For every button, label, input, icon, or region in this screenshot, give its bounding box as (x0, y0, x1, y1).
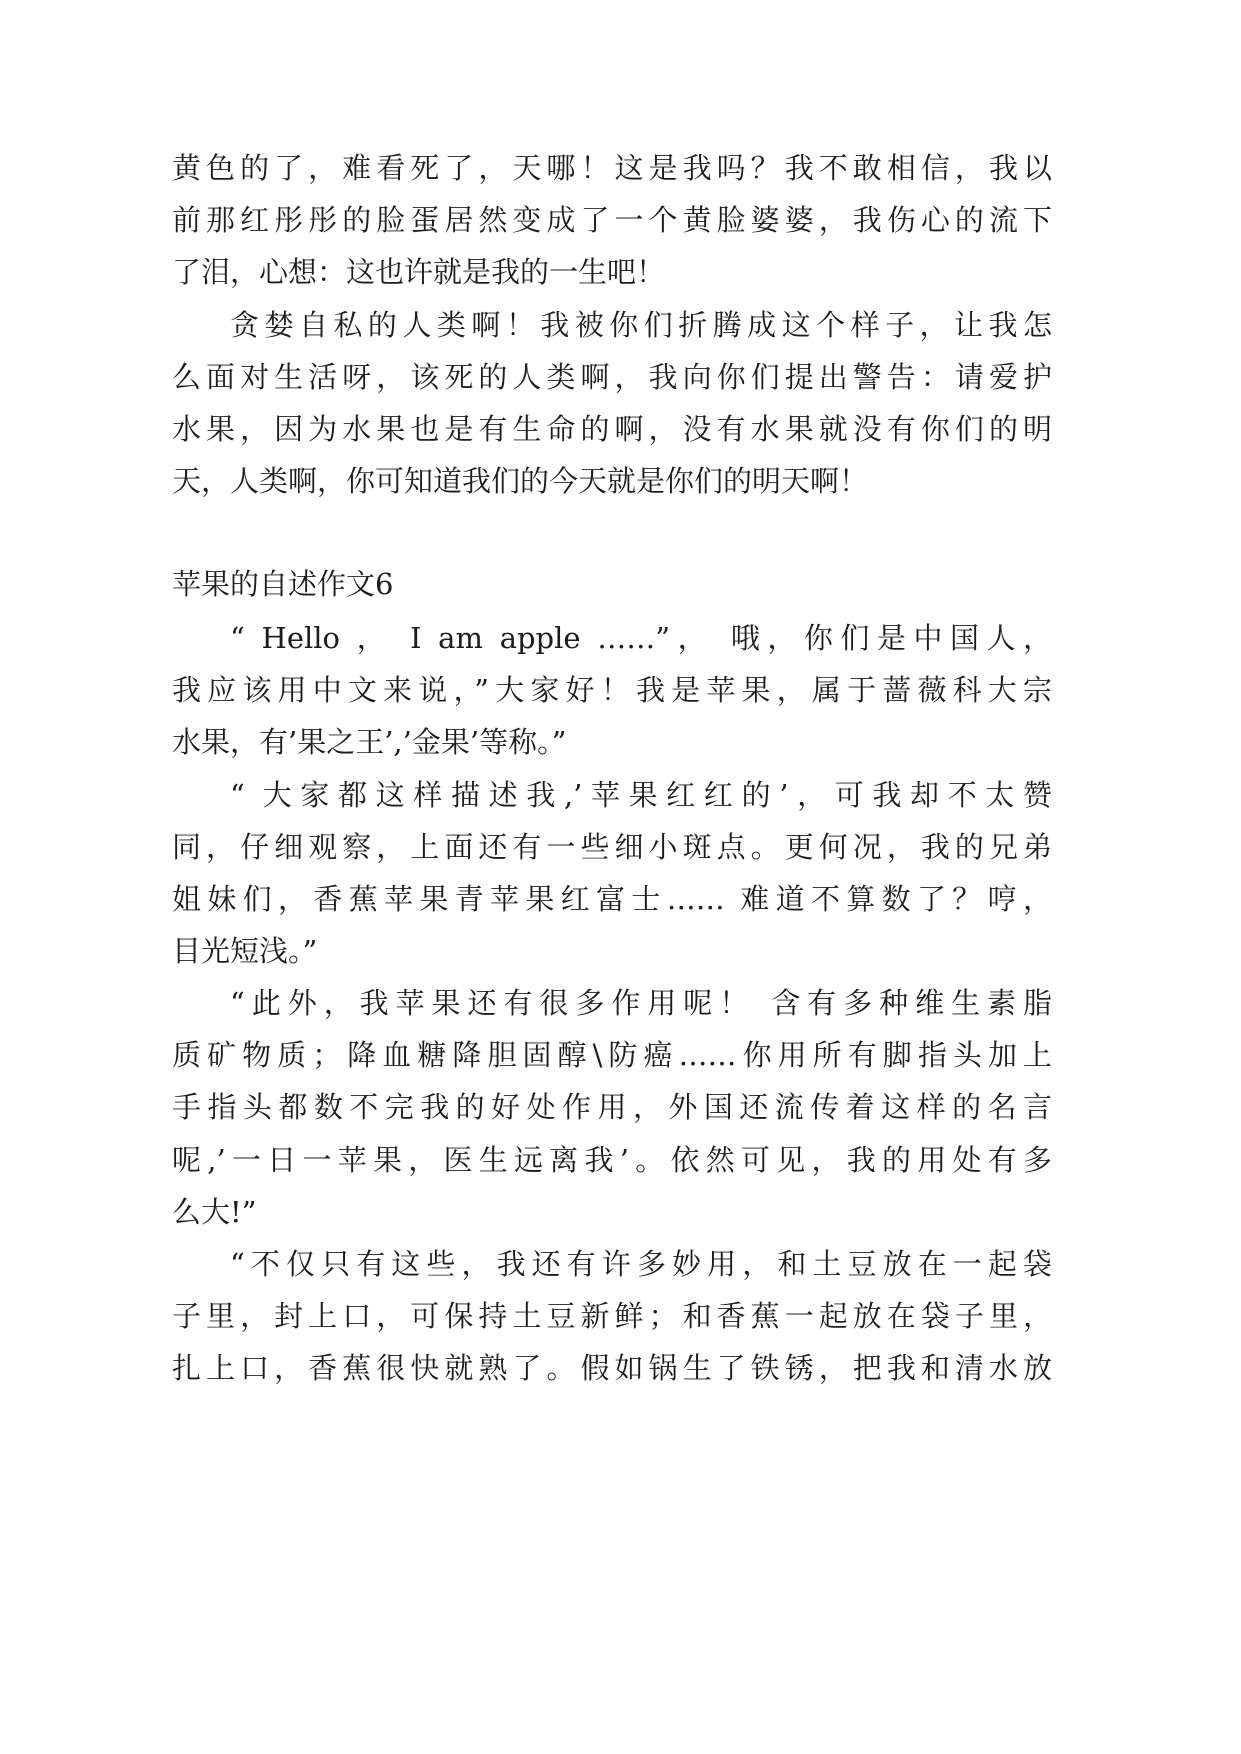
text-line: 贪婪自私的人类啊！我被你们折腾成这个样子，让我怎 (230, 308, 1052, 342)
text-line: 质矿物质；降血糖降胆固醇\防癌……你用所有脚指头加上 (172, 1038, 1052, 1072)
text-line: “ 大家都这样描述我,’苹果红红的’，可我却不太赞 (230, 778, 1052, 812)
text-line: 子里，封上口，可保持土豆新鲜；和香蕉一起放在袋子里， (172, 1299, 1052, 1333)
text-line: 姐妹们，香蕉苹果青苹果红富士…… 难道不算数了？哼， (172, 882, 1052, 916)
text-line: 目光短浅。” (172, 934, 318, 968)
text-line: 前那红彤彤的脸蛋居然变成了一个黄脸婆婆，我伤心的流下 (172, 203, 1052, 237)
text-line: 同，仔细观察，上面还有一些细小斑点。更何况，我的兄弟 (172, 830, 1052, 864)
text-line: 手指头都数不完我的好处作用，外国还流传着这样的名言 (172, 1090, 1052, 1124)
text-line: 水果，有’果之王’,’金果’等称。” (172, 725, 567, 759)
text-line: 天，人类啊，你可知道我们的今天就是你们的明天啊！ (172, 464, 869, 498)
text-line: “此外，我苹果还有很多作用呢！ 含有多种维生素脂 (230, 986, 1052, 1020)
text-line: “不仅只有这些，我还有许多妙用，和土豆放在一起袋 (230, 1247, 1052, 1281)
text-line: 呢,’一日一苹果，医生远离我’。依然可见，我的用处有多 (172, 1143, 1052, 1177)
text-line: “ Hello ， I am apple ……”， 哦，你们是中国人， (230, 621, 1052, 655)
section-title: 苹果的自述作文6 (172, 567, 394, 601)
text-line: 么大!” (172, 1195, 257, 1229)
text-line: 扎上口，香蕉很快就熟了。假如锅生了铁锈，把我和清水放 (172, 1351, 1052, 1385)
text-line: 了泪，心想：这也许就是我的一生吧！ (172, 255, 666, 289)
text-line: 水果，因为水果也是有生命的啊，没有水果就没有你们的明 (172, 412, 1052, 446)
text-line: 么面对生活呀，该死的人类啊，我向你们提出警告：请爱护 (172, 360, 1052, 394)
text-line: 黄色的了，难看死了，天哪！这是我吗？我不敢相信，我以 (172, 151, 1052, 185)
text-line: 我应该用中文来说，”大家好！我是苹果，属于蔷薇科大宗 (172, 673, 1052, 707)
